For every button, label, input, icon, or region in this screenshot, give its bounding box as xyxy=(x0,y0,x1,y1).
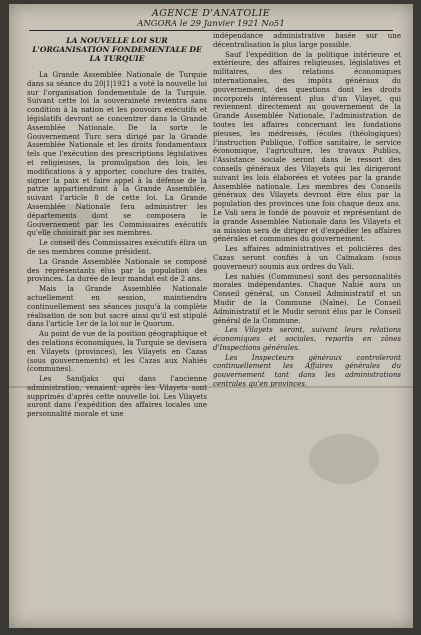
right-column xyxy=(213,32,401,620)
paragraph: Mais la Grande Assemblée Nationale actuellement en session, maintiendra continuellement ses séances jusqu'à la complète réalisation de son but sacré ainsi qu'il est stipulé dans l'article 1er de la loi sur le Quorum. xyxy=(27,284,207,329)
paragraph: Au point de vue de la position géographique et des relations économiques, la Turquie se devisera en Vilayets (provinces), les Vilayets en Cazas (sous gouvernements) et les Cazas aux Nahiés (communes). xyxy=(27,329,207,374)
left-column xyxy=(27,32,207,620)
paragraph: Les nahiés (Communes) sont des personnalités morales indépendantes. Chaque Nahié aura un Conseil général, un Conseil Administratif et un Mudir de la Commune (Naïne). Le Conseil Administratif et le Mudir seront élus par le Conseil général de la Commune. xyxy=(213,271,401,325)
agency-name: AGENCE D'ANATOLIE xyxy=(151,8,271,19)
paragraph: Sauf l'expédition de la politique intérieure et extérieure, des affaires religieuses, législatives et militaires, des relations économiques internationales, des impôts généraux du gouvernement, des questions dont les droits incorporels intéressent plus d'un Vilayet, qui reviennent directement au gouvernement de la Grande Assemblée Nationale, l'administration de toutes les affaires concernant les fondations pieuses, les médressés, (écoles (théologiques) l'instruction Publique, l'office sanitaire, le service économique, l'agriculture, les travaux Publics, l'Assistance sociale seront dans le ressort des conseils généraux des Vilayets qui les dirigeront suivant les lois élaborées et votées par la grande Assemblée nationale. Les membres des Conseils généraux des Vilayets devront être élus par la population des provinces une fois chaque deux ans. Le Vali sera le fondé de pouvoir et représentant de la grande Assemblée Nationale dans les Vilayets et sa mission sera de diriger et d'expédier les affaires générales et communes du gouvernement. xyxy=(213,49,401,244)
paragraph: indépendance administrative basée sur une décentralisation la plus large possible. xyxy=(213,32,401,49)
paragraph: La Grande Assemblée Nationale se composé des représentants élus par la population des provinces. La durée de leur mandat est de 2 ans. xyxy=(27,256,207,284)
paragraph: Les Sandjaks qui dans l'ancienne administration, venaient après les Vilayets sont supprimés d'après cette nouvelle loi. Les Vilayets auront dans l'expédition des affaires locales une personnalité morale et une xyxy=(27,374,207,419)
paragraph: Les affaires administratives et policières des Cazas seront confiés à un Caïmakam (sous gouverneur) soumis aux ordres du Vali. xyxy=(213,244,401,271)
dateline: ANGORA le 29 Janvier 1921 No51 xyxy=(137,19,285,29)
paragraph: La Grande Assemblée Nationale de Turquie dans sa séance du 20|1|1921 a voté la nouvelle loi sur l'organisation fondementale de la Turquie. Suivant cette loi la souveraineté revientra sans condition à la nation et les pouvoirs exécutifs et législatifs devront se concentrer dans la Grande Assemblée Nationale. De la sorte le Gouvernement Turc sera dirigé par la Grande Assemblée Nationale et les droits fondamentaux tels que l'exécution des prescriptions législatives et religieuses, la promulgation des lois, les modifications à y apporter, conclure des traités, signer la paix et faire appel à la défense de la patrie appartiendront à la Grande Assemblée, suivant l'article 8 de cette loi. La Grande Assemblée Nationale fera administrer les départements dont se composera le Gouvernement par les Commissaires exécutifs qu'elle choisirait par ses membres. xyxy=(27,70,207,238)
document-page xyxy=(9,4,413,628)
article-title: LA NOUVELLE LOI SUR L'ORGANISATION FONDEMENTALE DE LA TURQUIE xyxy=(32,36,202,63)
paper-fold xyxy=(9,386,413,388)
header-rule xyxy=(29,30,393,31)
paragraph: Les Vilayets seront, suivant leurs relations économiques et sociales, repartis en zônes d'Inspections générales. xyxy=(213,325,401,352)
paragraph: Le conseil des Commissaires exécutifs élira un de ses membres comme président. xyxy=(27,238,207,256)
paragraph: Les Inspecteurs généraux controleront continuellement les Affaires générales du gouvernement tant dans les administrations centrales qu'en provinces. xyxy=(213,352,401,389)
